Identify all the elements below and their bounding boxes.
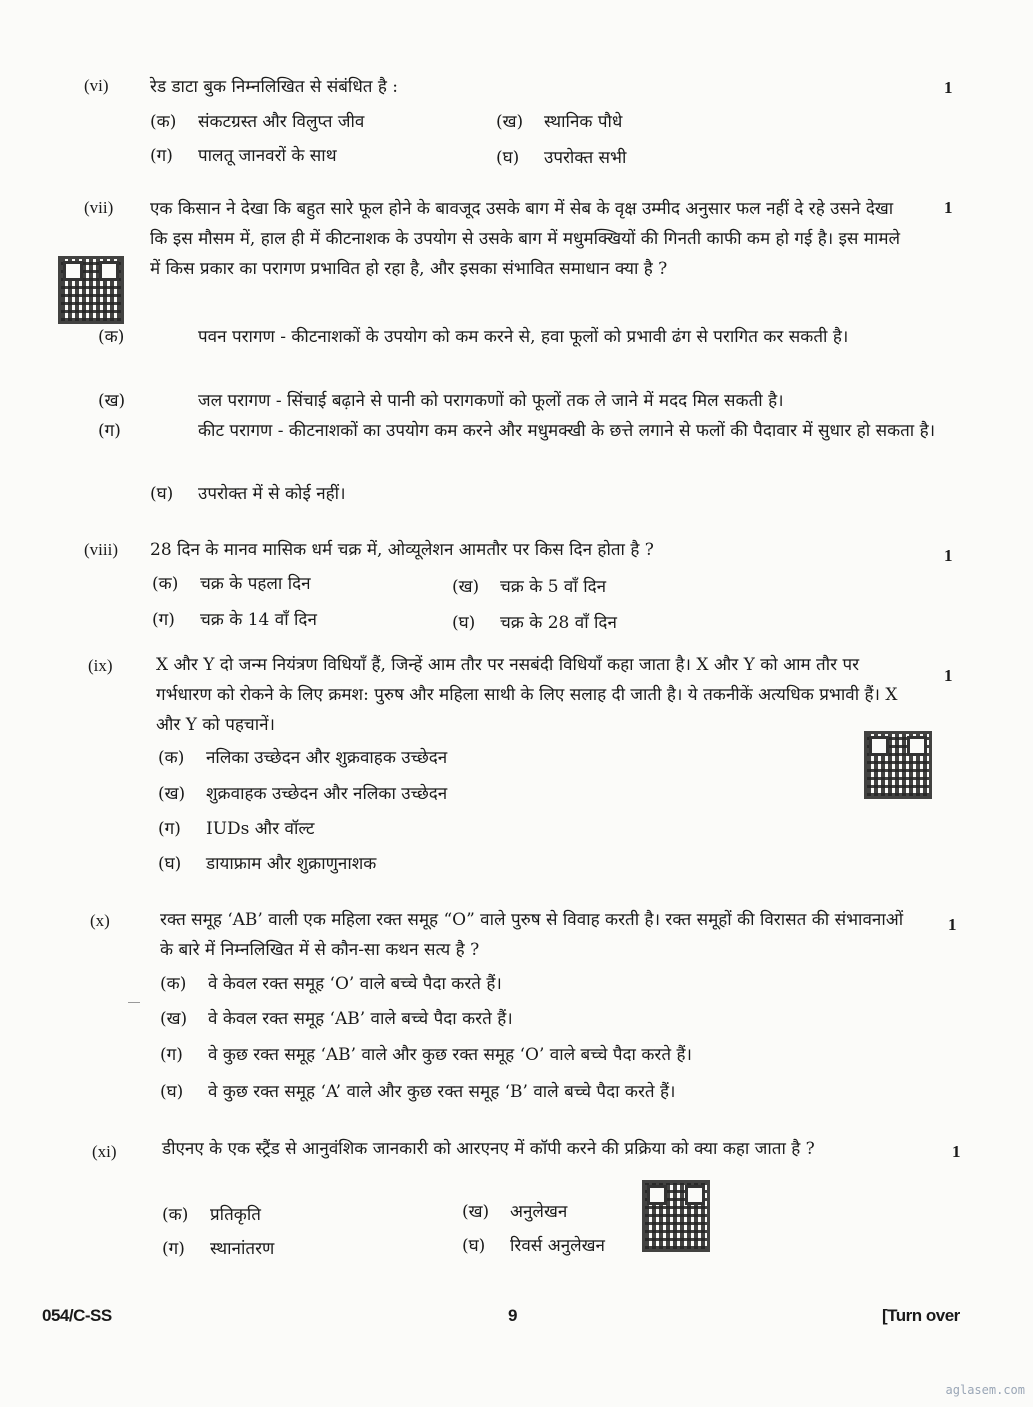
option-kha [158,780,447,808]
option-label: (ख) [452,577,480,597]
option-ga [160,1041,692,1069]
option-label: (क) [152,574,179,594]
option-label: (घ) [160,1082,184,1102]
option-text: चक्र के 14 वाँ दिन [200,610,317,630]
option-text: डायाफ्राम और शुक्राणुनाशक [206,854,377,874]
option-label: (ग) [150,146,173,166]
option-label: (ग) [158,819,181,839]
question-number: (ix) [88,656,113,675]
option-text: नलिका उच्छेदन और शुक्रवाहक उच्छेदन [206,748,448,768]
qr-code-icon [642,1180,710,1252]
option-gha [462,1232,605,1260]
option-text: वे केवल रक्त समूह ‘O’ वाले बच्चे पैदा करते हैं। [208,974,502,994]
option-label: (क) [158,748,185,768]
option-label: (ख) [160,1009,188,1029]
option-label: (घ) [452,613,476,633]
option-label: (ख) [98,391,126,411]
question-marks: 1 [944,546,953,565]
question-number: (vi) [84,76,109,95]
question-marks: 1 [952,1142,961,1161]
option-ga [152,606,317,634]
option-text: पवन परागण - कीटनाशकों के उपयोग को कम करने से, हवा फूलों को प्रभावी ढंग से परागित कर सकती है। [198,327,849,347]
option-text: स्थानिक पौधे [544,112,623,132]
option-text: प्रतिकृति [210,1205,261,1225]
option-label: (ग) [98,421,121,441]
option-text: चक्र के 28 वाँ दिन [500,613,617,633]
option-gha [496,144,626,172]
question-stem: रेड डाटा बुक निम्नलिखित से संबंधित है : [150,77,399,97]
question-stem: डीएनए के एक स्ट्रैंड से आनुवंशिक जानकारी को आरएनए में कॉपी करने की प्रक्रिया को क्या कहा जाता है ? [162,1139,815,1159]
option-label: (ग) [162,1239,185,1259]
option-label: (ख) [496,112,524,132]
question-stem: रक्त समूह ‘AB’ वाली एक महिला रक्त समूह “O” वाले पुरुष से विवाह करती है। रक्त समूहों की विरासत की संभावनाओं के बारे में निम्नलिखित में से कौन-सा कथन सत्य है ? [160,910,904,960]
option-label: (घ) [462,1236,486,1256]
option-text: पालतू जानवरों के साथ [198,146,337,166]
paper-code: 054/C-SS [42,1306,112,1325]
option-gha [452,609,617,637]
option-text: चक्र के पहला दिन [200,574,311,594]
option-text: IUDs और वॉल्ट [206,819,315,839]
option-label: (घ) [496,148,520,168]
option-text: संकटग्रस्त और विलुप्त जीव [198,112,365,132]
option-ga [98,416,962,446]
qr-code-icon [58,256,124,324]
option-text: स्थानांतरण [210,1239,275,1259]
option-kha [98,386,972,416]
question-number: (xi) [92,1142,117,1161]
option-ka [98,322,962,352]
turn-over-label: [Turn over [882,1306,960,1325]
question-number: (x) [90,911,110,930]
question-marks: 1 [944,78,953,97]
question-marks: 1 [944,666,953,685]
question-marks: 1 [944,198,953,217]
option-text: वे केवल रक्त समूह ‘AB’ वाले बच्चे पैदा करते हैं। [208,1009,513,1029]
option-label: (क) [98,327,125,347]
option-text: उपरोक्त में से कोई नहीं। [198,484,346,504]
question-stem: X और Y दो जन्म नियंत्रण विधियाँ हैं, जिन्हें आम तौर पर नसबंदी विधियाँ कहा जाता है। X और Y को आम तौर पर गर्भधारण को रोकने के लिए क्रमश: पुरुष और महिला साथी के लिए सलाह दी जाती है। ये तकनीकें अत्यधिक प्रभावी हैं। X और Y को पहचानें। [156,655,898,735]
option-text: अनुलेखन [510,1202,568,1222]
watermark: aglasem.com [945,1383,1025,1397]
page-number: 9 [508,1306,517,1325]
option-ka [152,570,311,598]
option-text: उपरोक्त सभी [544,148,627,168]
option-label: (क) [160,974,187,994]
option-ka [160,970,502,998]
option-label: (घ) [150,484,174,504]
divider [128,1002,140,1003]
qr-code-icon [864,731,932,799]
option-text: शुक्रवाहक उच्छेदन और नलिका उच्छेदन [206,784,448,804]
option-label: (क) [162,1205,189,1225]
option-ka [150,108,364,136]
option-kha [160,1005,513,1033]
option-text: वे कुछ रक्त समूह ‘A’ वाले और कुछ रक्त समूह ‘B’ वाले बच्चे पैदा करते हैं। [208,1082,676,1102]
option-ga [150,142,337,170]
option-gha [150,480,346,508]
question-number: (viii) [84,540,118,559]
option-label: (क) [150,112,177,132]
question-stem: 28 दिन के मानव मासिक धर्म चक्र में, ओव्यूलेशन आमतौर पर किस दिन होता है ? [150,540,654,560]
option-ga [162,1235,274,1263]
question-marks: 1 [948,915,957,934]
option-text: चक्र के 5 वाँ दिन [500,577,607,597]
option-kha [496,108,622,136]
option-ka [158,744,447,772]
option-text: जल परागण - सिंचाई बढ़ाने से पानी को परागकणों को फूलों तक ले जाने में मदद मिल सकती है। [198,391,784,411]
option-gha [160,1078,676,1106]
option-label: (ग) [160,1045,183,1065]
option-gha [158,850,376,878]
option-text: रिवर्स अनुलेखन [510,1236,605,1256]
question-stem: एक किसान ने देखा कि बहुत सारे फूल होने के बावजूद उसके बाग में सेब के वृक्ष उम्मीद अनुसार फल नहीं दे रहे उसने देखा कि इस मौसम में, हाल ही में कीटनाशक के उपयोग से उसके बाग में मधुमक्खियों की गिनती काफी कम हो गई है। इस मामले में किस प्रकार का परागण प्रभावित हो रहा है, और इसका संभावित समाधान क्या है ? [150,199,901,279]
question-number: (vii) [84,198,114,217]
option-label: (घ) [158,854,182,874]
option-label: (ख) [462,1202,490,1222]
option-text: कीट परागण - कीटनाशकों का उपयोग कम करने और मधुमक्खी के छत्ते लगाने से फलों की पैदावार में सुधार हो सकता है। [198,421,936,441]
option-label: (ख) [158,784,186,804]
option-ka [162,1201,261,1229]
option-kha [452,573,606,601]
option-kha [462,1198,567,1226]
option-text: वे कुछ रक्त समूह ‘AB’ वाले और कुछ रक्त समूह ‘O’ वाले बच्चे पैदा करते हैं। [208,1045,692,1065]
option-label: (ग) [152,610,175,630]
option-ga [158,815,314,843]
